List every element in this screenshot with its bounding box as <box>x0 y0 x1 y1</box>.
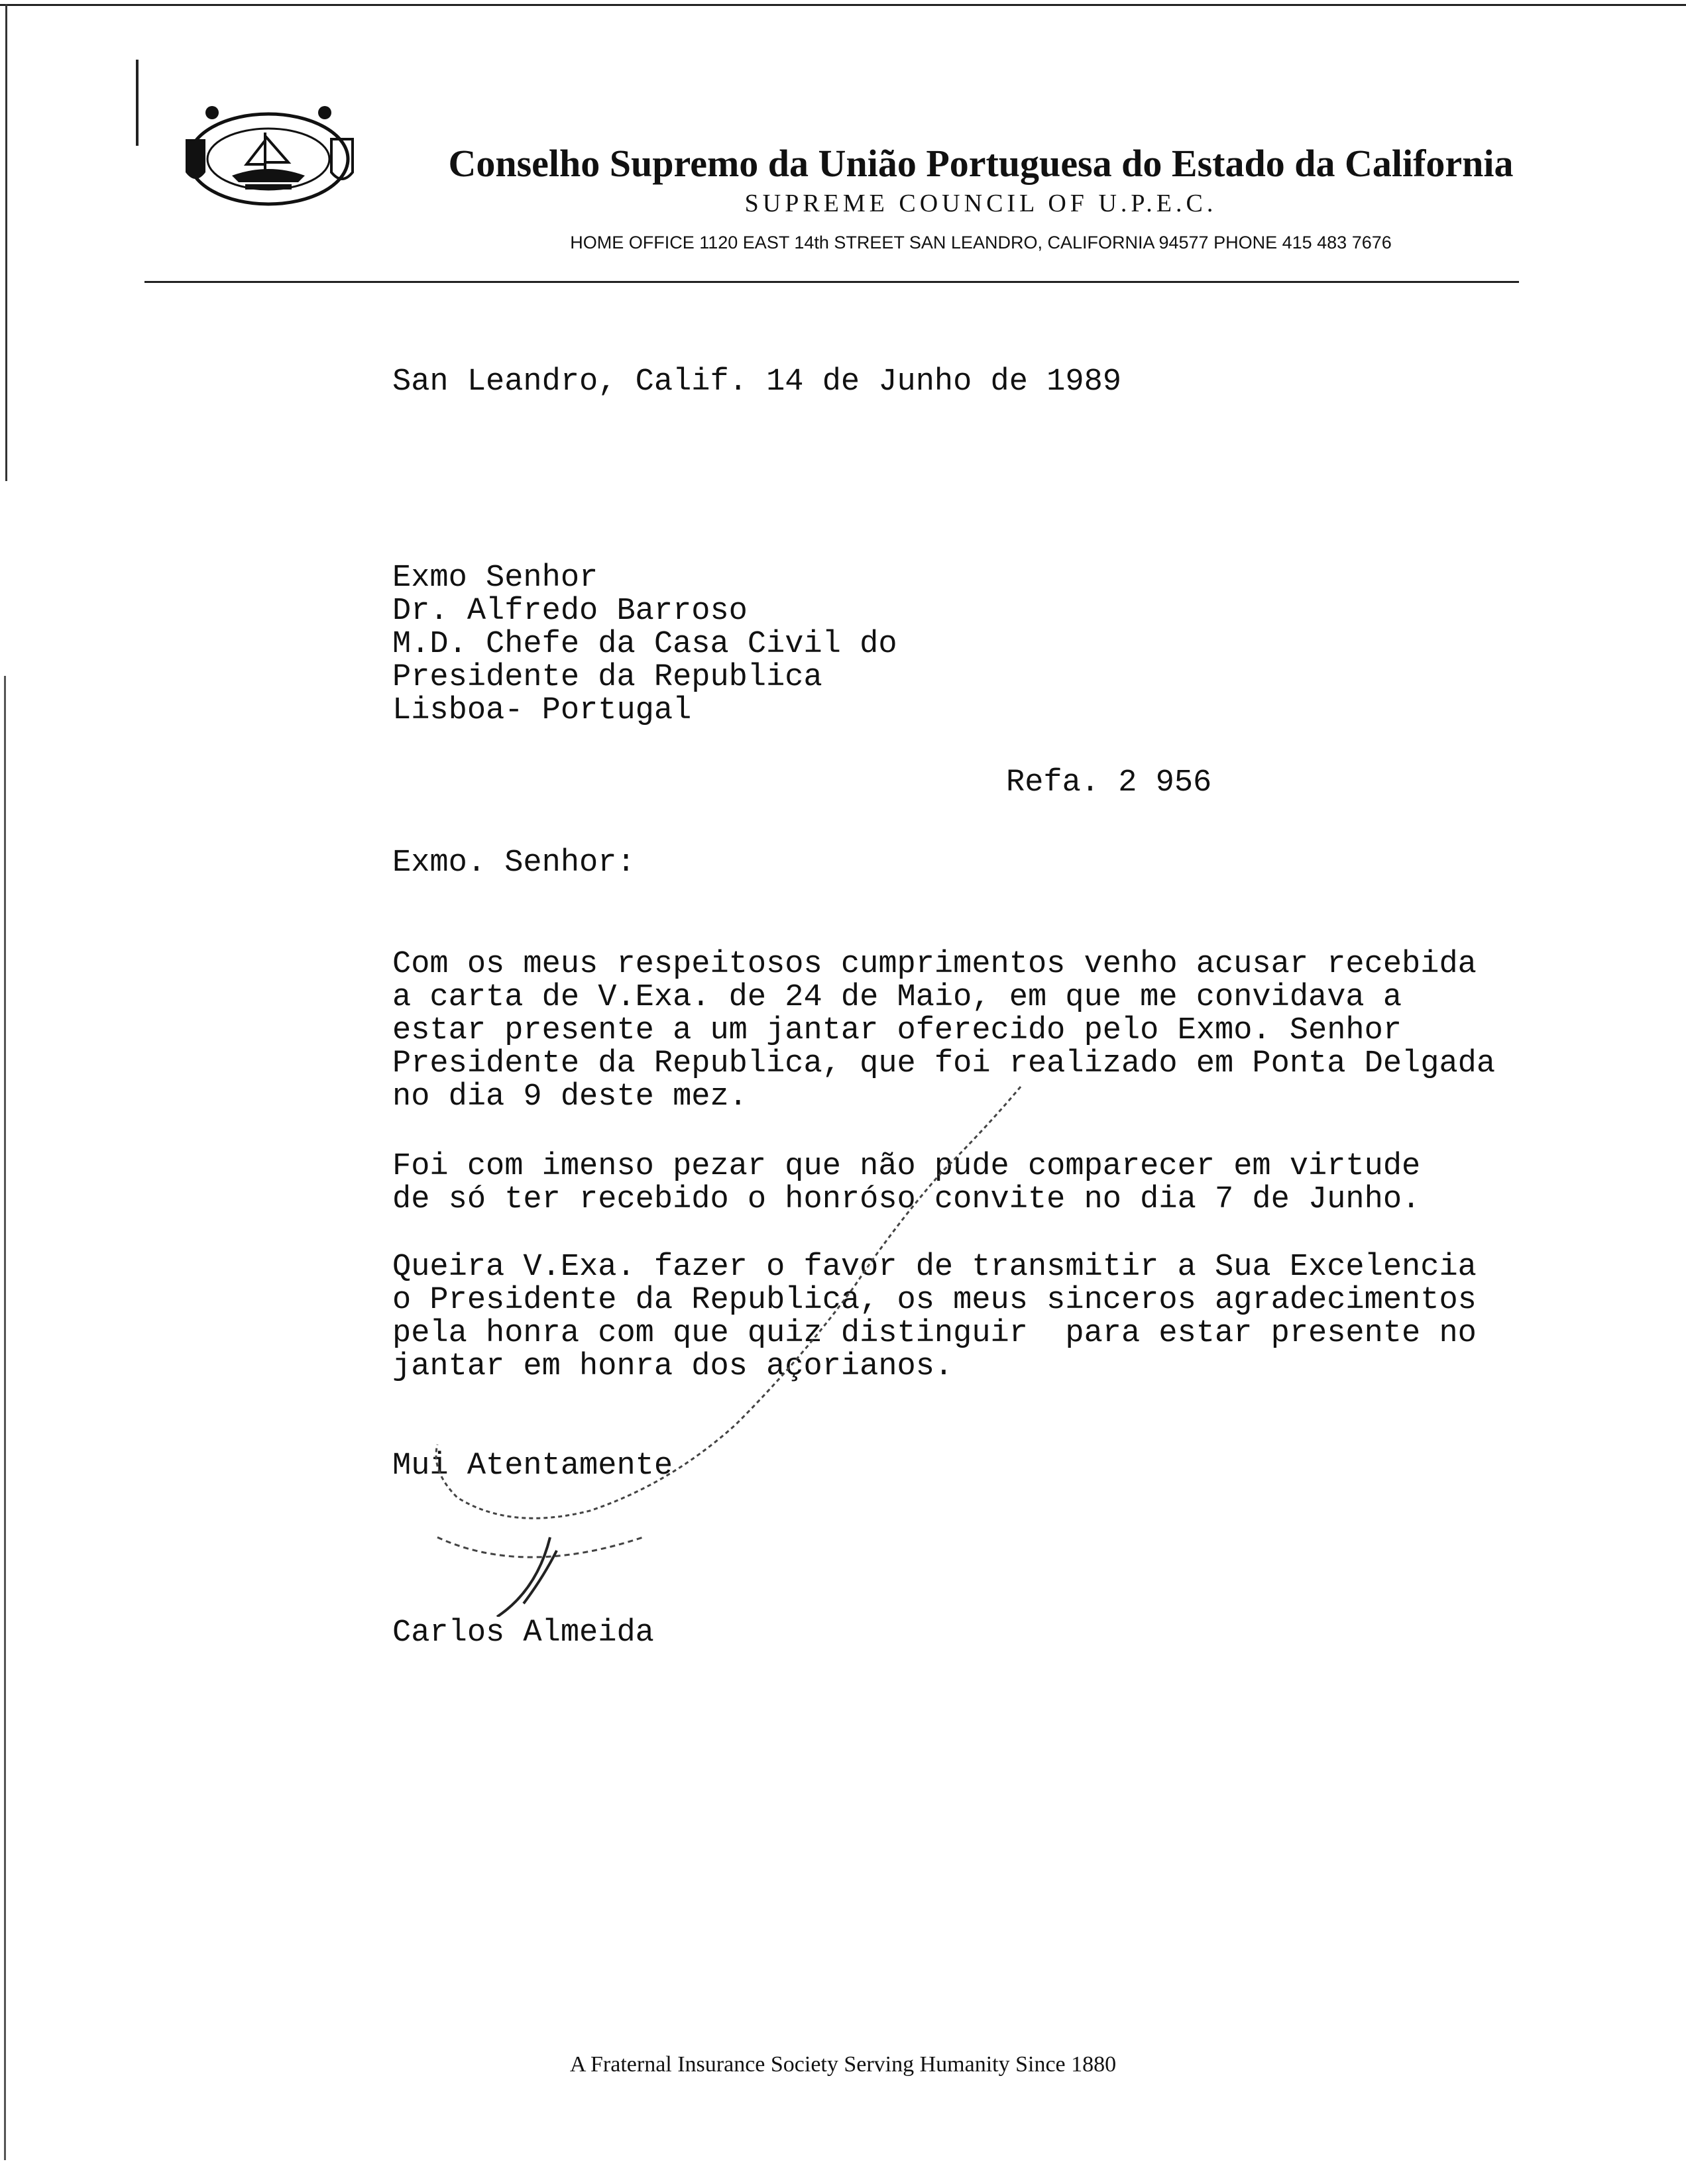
letter-addressee: Exmo Senhor Dr. Alfredo Barroso M.D. Chefe da Casa Civil do Presidente da Republica Lisboa- Portugal <box>392 561 897 728</box>
letter-closing: Mui Atentamente <box>392 1448 673 1484</box>
scan-mark <box>136 60 139 146</box>
organization-address: HOME OFFICE 1120 EAST 14th STREET SAN LEANDRO, CALIFORNIA 94577 PHONE 415 483 7676 <box>570 233 1392 252</box>
letter-paragraph: Com os meus respeitosos cumprimentos venho acusar recebida a carta de V.Exa. de 24 de Maio, em que me convidava a estar presente a um jantar oferecido pelo Exmo. Senhor Presidente da Republica, que foi realizado em Ponta Delgada no dia 9 deste mez. <box>392 947 1496 1115</box>
organization-subtitle: SUPREME COUNCIL OF U.P.E.C. <box>744 190 1217 217</box>
letter-reference: Refa. 2 956 <box>1006 765 1212 800</box>
organization-name: Conselho Supremo da União Portuguesa do Estado da California <box>448 142 1514 185</box>
scan-edge-top <box>0 4 1686 6</box>
upec-emblem-logo <box>166 99 371 219</box>
letter-salutation: Exmo. Senhor: <box>392 846 636 881</box>
letter-paragraph: Queira V.Exa. fazer o favor de transmitir a Sua Excelencia o Presidente da Republica, os meus sinceros agradecimentos pela honra com que quiz distinguir para estar presente no jantar em honra dos açorianos. <box>392 1250 1477 1384</box>
letter-paragraph: Foi com imenso pezar que não pude comparecer em virtude de só ter recebido o honróso convite no dia 7 de Junho. <box>392 1149 1421 1217</box>
header-divider <box>144 281 1519 283</box>
scan-edge-left-lower <box>4 676 6 2160</box>
letter-signatory: Carlos Almeida <box>392 1615 654 1651</box>
handwritten-signature <box>391 1073 1054 1617</box>
letterhead-footer: A Fraternal Insurance Society Serving Humanity Since 1880 <box>569 2052 1117 2077</box>
letter-dateline: San Leandro, Calif. 14 de Junho de 1989 <box>392 364 1121 400</box>
scan-edge-left <box>5 4 7 481</box>
